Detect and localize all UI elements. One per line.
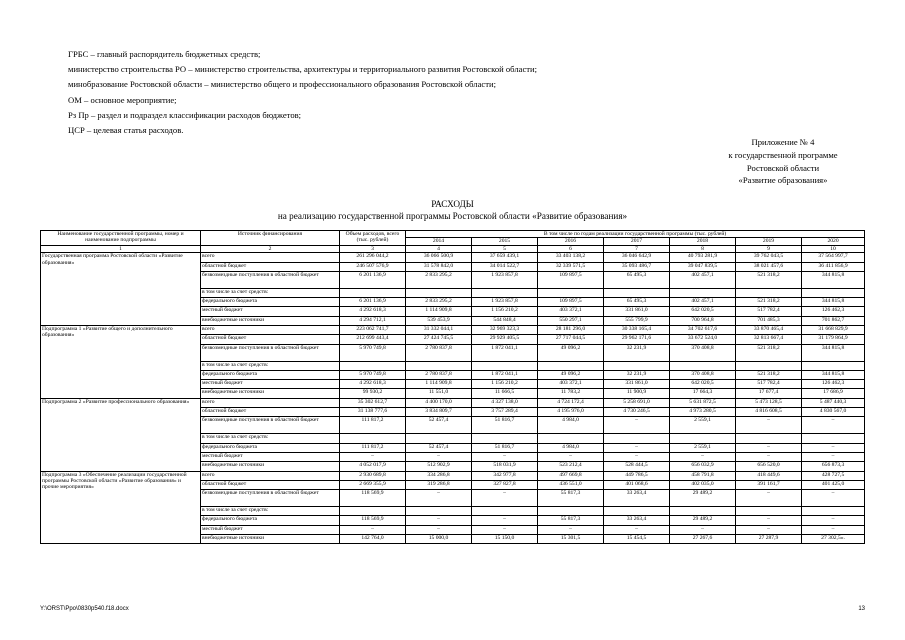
funding-source: в том числе за счет средств: (201, 361, 340, 370)
year-amount: – (736, 417, 802, 434)
table-row (41, 326, 865, 335)
header-year: 2017 (604, 238, 670, 245)
year-amount: 1 923 857,8 (472, 271, 538, 288)
column-index: 7 (604, 245, 670, 252)
year-amount: 550 297,1 (538, 316, 604, 325)
year-amount: 512 902,9 (406, 462, 472, 471)
year-amount (802, 434, 865, 443)
program-name: Подпрограмма 1 «Развитие общего и дополнительного образования» (41, 326, 201, 399)
year-amount: – (736, 516, 802, 525)
year-amount: 555 799,9 (604, 316, 670, 325)
year-amount: 518 031,9 (472, 462, 538, 471)
abbreviation-line: ГРБС – главный распорядитель бюджетных средств; (68, 49, 261, 59)
year-amount: 3 834 809,7 (406, 408, 472, 417)
year-amount: 17 686,9 (802, 389, 865, 398)
total-amount: 223 062 741,7 (340, 326, 406, 335)
year-amount: 126 462,3 (802, 307, 865, 316)
year-amount: 4 984,0 (538, 443, 604, 452)
year-amount (406, 288, 472, 297)
year-amount: 31 332 044,1 (406, 326, 472, 335)
year-amount: 391 161,7 (736, 480, 802, 489)
year-amount: 49 096,2 (538, 370, 604, 379)
year-amount: – (472, 516, 538, 525)
year-amount: – (604, 525, 670, 534)
abbreviation-line: Рз Пр – раздел и подраздел классификации расходов бюджетов; (68, 109, 302, 120)
year-amount: 656 032,9 (670, 462, 736, 471)
column-index: 9 (736, 245, 802, 252)
total-amount (340, 507, 406, 516)
total-amount: 6 201 136,9 (340, 271, 406, 288)
year-amount: 642 020,5 (670, 307, 736, 316)
expenses-table (40, 230, 865, 544)
appendix-line: Ростовской области (746, 162, 820, 173)
year-amount: 4 327 138,0 (472, 398, 538, 407)
year-amount: 1 923 857,8 (472, 298, 538, 307)
funding-source: безвозмездные поступления в областной бюджет (201, 490, 340, 507)
year-amount: 331 861,0 (604, 307, 670, 316)
year-amount: 521 318,2 (736, 344, 802, 361)
total-amount: 4 294 712,1 (340, 316, 406, 325)
year-amount: 370 408,8 (670, 344, 736, 361)
year-amount: 402 457,1 (670, 271, 736, 288)
year-amount: 403 372,1 (538, 380, 604, 389)
funding-source: федерального бюджета (201, 370, 340, 379)
year-amount: – (802, 525, 865, 534)
year-amount (604, 288, 670, 297)
year-amount: – (406, 490, 472, 507)
year-amount: 4 730 246,5 (604, 408, 670, 417)
year-amount: 27 302,5». (802, 535, 865, 544)
year-amount: 11 666,5 (472, 389, 538, 398)
year-amount (472, 361, 538, 370)
total-amount: 142 764,0 (340, 535, 406, 544)
year-amount: – (406, 516, 472, 525)
year-amount: – (670, 525, 736, 534)
year-amount: 33 870 465,4 (736, 326, 802, 335)
year-amount: 1 872 041,1 (472, 344, 538, 361)
funding-source: внебюджетные источники (201, 535, 340, 544)
year-amount: 27 267,6 (670, 535, 736, 544)
funding-source: всего (201, 326, 340, 335)
year-amount: – (736, 490, 802, 507)
year-amount: 342 977,8 (472, 471, 538, 480)
year-amount: 37 564 997,7 (802, 253, 865, 262)
year-amount: 33 263,4 (604, 516, 670, 525)
total-amount: 111 817,2 (340, 417, 406, 434)
year-amount: 32 813 667,4 (736, 335, 802, 344)
year-amount: – (472, 452, 538, 461)
funding-source: федерального бюджета (201, 443, 340, 452)
year-amount: 65 495,3 (604, 271, 670, 288)
header-source: Источник финансирования (201, 231, 340, 246)
appendix-line: к государственной программе (728, 149, 838, 160)
year-amount: 403 372,1 (538, 307, 604, 316)
total-amount: 6 201 136,9 (340, 298, 406, 307)
footer-file-path: Y:\ORST\Ppo\0830p540.f18.docx (40, 606, 129, 612)
table-row (41, 398, 865, 407)
year-amount: 4 195 976,0 (538, 408, 604, 417)
year-amount (802, 288, 865, 297)
funding-source: всего (201, 398, 340, 407)
total-amount: 31 138 777,6 (340, 408, 406, 417)
total-amount (340, 288, 406, 297)
year-amount: – (538, 452, 604, 461)
year-amount: 344 815,8 (802, 344, 865, 361)
header-total: Объем расходов, всего (тыс. рублей) (340, 231, 406, 246)
year-amount: 344 815,8 (802, 271, 865, 288)
appendix-line: Приложение № 4 (751, 137, 815, 147)
year-amount: 36 066 500,9 (406, 253, 472, 262)
year-amount: 109 897,5 (538, 271, 604, 288)
year-amount: 39 762 043,5 (736, 253, 802, 262)
total-amount: – (340, 525, 406, 534)
header-years-group: В том числе по годам реализации государственной программы (тыс. рублей) (406, 231, 865, 238)
year-amount (406, 434, 472, 443)
year-amount: 3 757 289,4 (472, 408, 538, 417)
year-amount: 32 339 571,5 (538, 262, 604, 271)
column-index: 2 (201, 245, 340, 252)
year-amount: 370 408,8 (670, 370, 736, 379)
funding-source: местный бюджет (201, 452, 340, 461)
year-amount: 27 287,9 (736, 535, 802, 544)
year-amount: 521 318,2 (736, 271, 802, 288)
total-amount: 5 970 749,8 (340, 370, 406, 379)
year-amount: 39 047 839,5 (670, 262, 736, 271)
total-amount (340, 434, 406, 443)
year-amount: 34 014 522,7 (472, 262, 538, 271)
year-amount: – (604, 452, 670, 461)
total-amount: 261 296 044,2 (340, 253, 406, 262)
year-amount (538, 288, 604, 297)
header-name: Наименование государственной программы, номер и наименование подпрограммы (41, 231, 201, 246)
year-amount: 656 520,0 (736, 462, 802, 471)
table-row (41, 253, 865, 262)
total-amount: 118 569,9 (340, 490, 406, 507)
year-amount: 32 231,9 (604, 370, 670, 379)
year-amount: 401 425,0 (802, 480, 865, 489)
year-amount (736, 434, 802, 443)
year-amount: 15 301,5 (538, 535, 604, 544)
year-amount: 4 724 172,4 (538, 398, 604, 407)
total-amount: 5 970 749,8 (340, 344, 406, 361)
year-amount: 428 727,5 (802, 471, 865, 480)
year-amount (472, 507, 538, 516)
funding-source: внебюджетные источники (201, 389, 340, 398)
year-amount: 1 114 909,8 (406, 380, 472, 389)
funding-source: в том числе за счет средств: (201, 507, 340, 516)
funding-source: всего (201, 253, 340, 262)
year-amount (670, 288, 736, 297)
year-amount: 36 411 856,9 (802, 262, 865, 271)
year-amount: – (406, 452, 472, 461)
total-amount: 2 930 689,8 (340, 471, 406, 480)
year-amount (406, 361, 472, 370)
year-amount: 701 862,7 (802, 316, 865, 325)
abbreviation-line: минобразование Ростовской области – министерство общего и профессионального образования Ростовской области; (68, 79, 496, 90)
year-amount (604, 361, 670, 370)
header-year: 2020 (802, 238, 865, 245)
year-amount: 344 815,8 (802, 298, 865, 307)
year-amount: 4 830 567,0 (802, 408, 865, 417)
total-amount (340, 361, 406, 370)
year-amount (604, 434, 670, 443)
year-amount: 517 782,4 (736, 380, 802, 389)
total-amount: 2 669 355,9 (340, 480, 406, 489)
year-amount (802, 507, 865, 516)
year-amount: – (736, 452, 802, 461)
year-amount: 31 668 829,9 (802, 326, 865, 335)
abbreviation-line: министерство строительства РО – министерство строительства, архитектуры и территориального развития Ростовской области; (68, 64, 537, 75)
year-amount: 52 457,4 (406, 443, 472, 452)
year-amount (736, 288, 802, 297)
program-name: Государственная программа Ростовской области «Развитие образования» (41, 253, 201, 326)
funding-source: местный бюджет (201, 380, 340, 389)
year-amount: 33 672 524,0 (670, 335, 736, 344)
year-amount: 29 489,2 (670, 516, 736, 525)
year-amount: 27 424 745,5 (406, 335, 472, 344)
year-amount: 51 816,7 (472, 417, 538, 434)
year-amount: – (538, 525, 604, 534)
year-amount: 28 181 296,0 (538, 326, 604, 335)
year-amount: 458 791,8 (670, 471, 736, 480)
year-amount: 2 559,1 (670, 417, 736, 434)
total-amount: 4 052 017,9 (340, 462, 406, 471)
year-amount: – (802, 516, 865, 525)
header-year: 2019 (736, 238, 802, 245)
year-amount: 4 984,0 (538, 417, 604, 434)
year-amount: 528 444,5 (604, 462, 670, 471)
year-amount (670, 507, 736, 516)
year-amount: 17 664,3 (670, 389, 736, 398)
year-amount: 701 485,3 (736, 316, 802, 325)
table-row (41, 471, 865, 480)
funding-source: областной бюджет (201, 408, 340, 417)
year-amount (538, 434, 604, 443)
program-name: Подпрограмма 3 «Обеспечение реализации государственной программы Ростовской области «Развитие образования» и прочие мероприятия» (41, 471, 201, 544)
total-amount: 212 699 443,4 (340, 335, 406, 344)
column-index: 8 (670, 245, 736, 252)
year-amount: 449 786,5 (604, 471, 670, 480)
footer-page-number: 13 (858, 606, 865, 612)
funding-source: безвозмездные поступления в областной бюджет (201, 271, 340, 288)
year-amount: 65 495,3 (604, 298, 670, 307)
year-amount: – (802, 452, 865, 461)
year-amount: 11 900,9 (604, 389, 670, 398)
year-amount (802, 361, 865, 370)
year-amount: 11 551,0 (406, 389, 472, 398)
funding-source: федерального бюджета (201, 516, 340, 525)
year-amount: 539 453,9 (406, 316, 472, 325)
header-year: 2018 (670, 238, 736, 245)
year-amount: – (472, 525, 538, 534)
year-amount (670, 361, 736, 370)
year-amount: 15 150,0 (472, 535, 538, 544)
year-amount: 29 962 171,6 (604, 335, 670, 344)
year-amount: 55 817,3 (538, 516, 604, 525)
column-index: 10 (802, 245, 865, 252)
abbreviations-list (68, 47, 537, 138)
header-year: 2015 (472, 238, 538, 245)
year-amount: – (802, 417, 865, 434)
year-amount: 15 454,5 (604, 535, 670, 544)
header-year: 2016 (538, 238, 604, 245)
year-amount: 4 973 280,5 (670, 408, 736, 417)
year-amount: 109 897,5 (538, 298, 604, 307)
funding-source: внебюджетные источники (201, 316, 340, 325)
document-title: РАСХОДЫ (431, 199, 474, 209)
year-amount: 5 631 872,5 (670, 398, 736, 407)
funding-source: внебюджетные источники (201, 462, 340, 471)
year-amount: 642 020,5 (670, 380, 736, 389)
year-amount: – (472, 490, 538, 507)
year-amount: 1 114 909,8 (406, 307, 472, 316)
year-amount: 33 403 138,2 (538, 253, 604, 262)
year-amount (736, 361, 802, 370)
year-amount: 15 000,0 (406, 535, 472, 544)
year-amount: 402 457,1 (670, 298, 736, 307)
year-amount: 523 212,4 (538, 462, 604, 471)
year-amount: 40 793 281,9 (670, 253, 736, 262)
year-amount (538, 361, 604, 370)
year-amount (736, 507, 802, 516)
year-amount: – (604, 417, 670, 434)
year-amount: 5 258 691,0 (604, 398, 670, 407)
funding-source: областной бюджет (201, 480, 340, 489)
funding-source: в том числе за счет средств: (201, 434, 340, 443)
year-amount: 2 559,1 (670, 443, 736, 452)
year-amount (604, 507, 670, 516)
total-amount: 4 292 618,3 (340, 307, 406, 316)
year-amount: 418 449,6 (736, 471, 802, 480)
year-amount: 401 068,6 (604, 480, 670, 489)
total-amount: 118 569,9 (340, 516, 406, 525)
year-amount (406, 507, 472, 516)
year-amount: 331 861,0 (604, 380, 670, 389)
year-amount: 32 231,9 (604, 344, 670, 361)
year-amount: – (802, 443, 865, 452)
year-amount: 334 286,8 (406, 471, 472, 480)
year-amount: – (802, 490, 865, 507)
year-amount: 31 578 842,0 (406, 262, 472, 271)
column-index: 1 (41, 245, 201, 252)
abbreviation-line: ЦСР – целевая статья расходов. (68, 125, 184, 136)
year-amount: 126 462,3 (802, 380, 865, 389)
year-amount: 30 338 165,4 (604, 326, 670, 335)
year-amount: 521 318,2 (736, 298, 802, 307)
year-amount: 497 669,8 (538, 471, 604, 480)
year-amount: 52 457,4 (406, 417, 472, 434)
funding-source: всего (201, 471, 340, 480)
year-amount (472, 288, 538, 297)
year-amount: 1 872 041,1 (472, 370, 538, 379)
header-year: 2014 (406, 238, 472, 245)
year-amount (538, 507, 604, 516)
year-amount: 517 782,4 (736, 307, 802, 316)
column-index: 5 (472, 245, 538, 252)
year-amount: 5 473 128,5 (736, 398, 802, 407)
total-amount: 246 507 576,9 (340, 262, 406, 271)
year-amount: 327 827,8 (472, 480, 538, 489)
year-amount: 29 489,2 (670, 490, 736, 507)
year-amount: 38 021 457,6 (736, 262, 802, 271)
year-amount: 656 873,3 (802, 462, 865, 471)
year-amount: 544 848,4 (472, 316, 538, 325)
funding-source: областной бюджет (201, 262, 340, 271)
column-index: 6 (538, 245, 604, 252)
year-amount: 319 286,8 (406, 480, 472, 489)
year-amount: – (670, 452, 736, 461)
appendix-line: «Развитие образования» (738, 175, 828, 186)
document-subtitle: на реализацию государственной программы Ростовской области «Развитие образования» (277, 211, 628, 221)
year-amount: 51 816,7 (472, 443, 538, 452)
year-amount (670, 434, 736, 443)
year-amount: 1 156 210,2 (472, 380, 538, 389)
appendix-caption (663, 136, 863, 187)
funding-source: в том числе за счет средств: (201, 288, 340, 297)
year-amount: 2 833 295,2 (406, 298, 472, 307)
year-amount: 521 318,2 (736, 370, 802, 379)
year-amount: 29 929 405,5 (472, 335, 538, 344)
funding-source: федерального бюджета (201, 298, 340, 307)
year-amount: 32 969 323,3 (472, 326, 538, 335)
total-amount: 99 930,2 (340, 389, 406, 398)
year-amount: 2 833 295,2 (406, 271, 472, 288)
funding-source: безвозмездные поступления в областной бюджет (201, 417, 340, 434)
year-amount (472, 434, 538, 443)
year-amount: 2 780 837,8 (406, 344, 472, 361)
total-amount: 111 817,2 (340, 443, 406, 452)
year-amount: 33 263,4 (604, 490, 670, 507)
year-amount: 402 035,0 (670, 480, 736, 489)
year-amount: 5 487 440,3 (802, 398, 865, 407)
year-amount: 700 964,8 (670, 316, 736, 325)
year-amount: – (604, 443, 670, 452)
abbreviation-line: ОМ – основное мероприятие; (68, 94, 177, 105)
year-amount: 344 815,8 (802, 370, 865, 379)
column-index: 3 (340, 245, 406, 252)
year-amount: 49 096,2 (538, 344, 604, 361)
total-amount: – (340, 452, 406, 461)
funding-source: областной бюджет (201, 335, 340, 344)
total-amount: 35 302 612,7 (340, 398, 406, 407)
year-amount: – (406, 525, 472, 534)
year-amount: 11 783,2 (538, 389, 604, 398)
year-amount: 4 816 608,5 (736, 408, 802, 417)
year-amount: 1 156 210,2 (472, 307, 538, 316)
year-amount: 27 717 044,5 (538, 335, 604, 344)
funding-source: местный бюджет (201, 525, 340, 534)
year-amount: 2 780 837,8 (406, 370, 472, 379)
year-amount: – (736, 443, 802, 452)
year-amount: 4 400 170,0 (406, 398, 472, 407)
year-amount: – (736, 525, 802, 534)
year-amount: 35 093 486,7 (604, 262, 670, 271)
year-amount: 36 046 642,9 (604, 253, 670, 262)
year-amount: 34 702 617,6 (670, 326, 736, 335)
year-amount: 17 677,4 (736, 389, 802, 398)
funding-source: местный бюджет (201, 307, 340, 316)
total-amount: 4 292 618,3 (340, 380, 406, 389)
year-amount: 55 817,3 (538, 490, 604, 507)
year-amount: 436 551,0 (538, 480, 604, 489)
funding-source: безвозмездные поступления в областной бюджет (201, 344, 340, 361)
year-amount: 31 179 864,9 (802, 335, 865, 344)
column-index: 4 (406, 245, 472, 252)
year-amount: 37 659 439,1 (472, 253, 538, 262)
program-name: Подпрограмма 2 «Развитие профессионального образования» (41, 398, 201, 471)
